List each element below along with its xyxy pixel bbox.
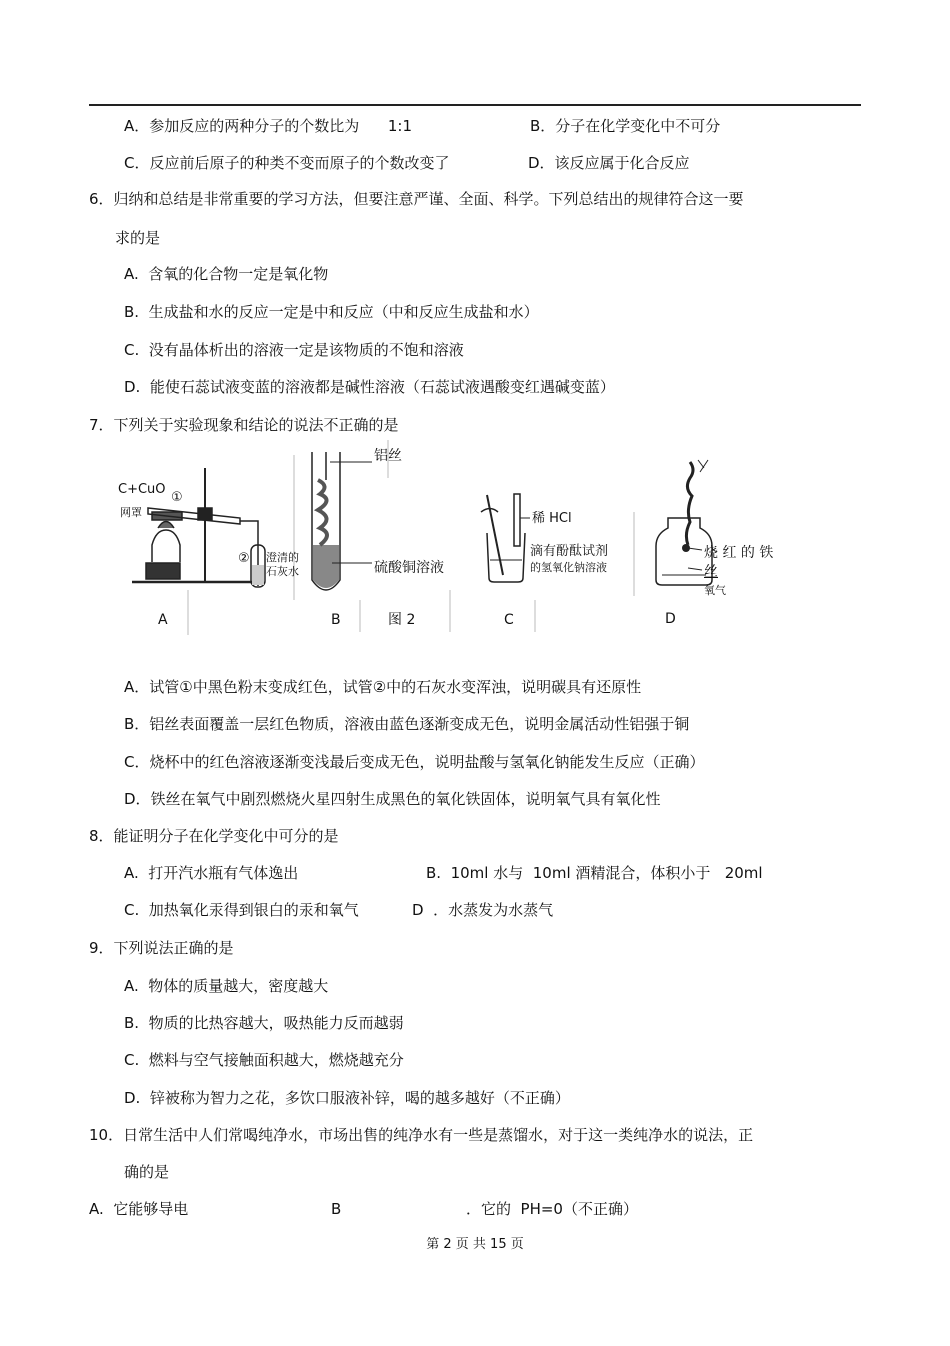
label-iron-wire-1: 烧 红 的 铁 — [704, 545, 774, 561]
test-tube-1 — [148, 508, 240, 524]
label-phenolphthalein-1: 滴有酚酞试剂 — [530, 544, 609, 559]
q8-option-d: D ．水蒸发为水蒸气 — [412, 901, 554, 919]
q7-option-a: A．试管①中黑色粉末变成红色，试管②中的石灰水变浑浊，说明碳具有还原性 — [124, 678, 642, 696]
q10-stem-line1: 10．日常生活中人们常喝纯净水，市场出售的纯净水有一些是蒸馏水，对于这一类纯净水的说法，正 — [89, 1126, 754, 1144]
wood-block — [146, 563, 180, 579]
q8-option-a: A. 打开汽水瓶有气体逸出 — [124, 864, 299, 882]
q7-stem: 7．下列关于实验现象和结论的说法不正确的是 — [89, 416, 399, 434]
label-copper-sulfate: 硫酸铜溶液 — [374, 560, 444, 576]
copper-sulfate-solution — [313, 545, 339, 588]
figure-caption: 图 2 — [388, 612, 416, 628]
leader-line — [688, 568, 702, 570]
apparatus-c-neutralization — [481, 494, 530, 582]
q9-option-c: C. 燃料与空气接触面积越大，燃烧越充分 — [124, 1051, 404, 1069]
label-aluminum-wire: 铝丝 — [374, 448, 402, 464]
label-c-cuo: C+CuO — [118, 482, 166, 497]
label-tube-2: ② — [238, 551, 250, 566]
label-gauze: 网罩 — [120, 506, 142, 519]
q10-stem-line2: 确的是 — [124, 1163, 170, 1181]
q8-option-c: C. 加热氧化汞得到银白的汞和氧气 — [124, 901, 359, 919]
q6-option-a: A. 含氧的化合物一定是氧化物 — [124, 265, 329, 283]
burning-iron-wire — [686, 462, 693, 545]
q9-option-d: D. 锌被称为智力之花，多饮口服液补锌，喝的越多越好（不正确） — [124, 1089, 570, 1107]
q10-option-b-text: ．它的 PH=0（不正确） — [466, 1200, 638, 1218]
label-tube-1: ① — [171, 490, 183, 505]
label-limewater-1: 澄清的 — [266, 551, 299, 564]
label-dilute-hcl: 稀 HCl — [532, 511, 572, 526]
label-oxygen: 氧气 — [704, 584, 726, 597]
q7-option-b: B．铝丝表面覆盖一层红色物质，溶液由蓝色逐渐变成无色，说明金属活动性铝强于铜 — [124, 715, 690, 733]
q5-option-a: A．参加反应的两种分子的个数比为 1:1 — [124, 117, 413, 135]
lamp-flame — [158, 522, 174, 529]
label-iron-wire-2: 丝 — [704, 564, 718, 580]
q5-option-c: C．反应前后原子的种类不变而原子的个数改变了 — [124, 154, 450, 172]
q10-option-b-letter: B — [331, 1200, 342, 1218]
figure-label-d: D — [665, 611, 676, 627]
q8-stem: 8．能证明分子在化学变化中可分的是 — [89, 827, 339, 845]
label-limewater-2: 石灰水 — [266, 565, 299, 578]
page-footer: 第 2 页 共 15 页 — [426, 1237, 524, 1252]
q5-option-b: B．分子在化学变化中不可分 — [530, 117, 721, 135]
q6-option-b: B. 生成盐和水的反应一定是中和反应（中和反应生成盐和水） — [124, 303, 539, 321]
q9-option-a: A. 物体的质量越大，密度越大 — [124, 977, 329, 995]
q6-stem-line1: 6．归纳和总结是非常重要的学习方法，但要注意严谨、全面、科学。下列总结出的规律符合这一要 — [89, 190, 744, 208]
wire-coil — [318, 480, 327, 545]
q5-option-d: D．该反应属于化合反应 — [528, 154, 690, 172]
stirring-rod — [487, 495, 503, 575]
q8-option-b: B. 10ml 水与 10ml 酒精混合，体积小于 20ml — [426, 864, 763, 882]
dropper — [514, 494, 520, 546]
q7-option-c: C．烧杯中的红色溶液逐渐变浅最后变成无色，说明盐酸与氢氧化钠能发生反应（正确） — [124, 753, 705, 771]
figure-label-a: A — [158, 612, 168, 628]
q9-option-b: B. 物质的比热容越大，吸热能力反而越弱 — [124, 1014, 404, 1032]
q7-option-d: D．铁丝在氧气中剧烈燃烧火星四射生成黑色的氧化铁固体，说明氧气具有氧化性 — [124, 790, 661, 808]
leader-line — [688, 548, 702, 550]
limewater — [252, 565, 264, 585]
q6-option-d: D. 能使石蕊试液变蓝的溶液都是碱性溶液（石蕊试液遇酸变红遇碱变蓝） — [124, 378, 615, 396]
figure-label-c: C — [504, 612, 514, 628]
label-phenolphthalein-2: 的氢氧化钠溶液 — [530, 561, 607, 574]
alcohol-lamp — [152, 530, 180, 562]
q9-stem: 9．下列说法正确的是 — [89, 939, 234, 957]
q6-stem-line2: 求的是 — [115, 229, 161, 247]
q6-option-c: C. 没有晶体析出的溶液一定是该物质的不饱和溶液 — [124, 341, 464, 359]
apparatus-b-aluminum-copper-sulfate — [312, 452, 372, 590]
sparks — [698, 460, 708, 472]
q10-option-a: A. 它能够导电 — [89, 1200, 189, 1218]
figure-label-b: B — [331, 612, 341, 628]
